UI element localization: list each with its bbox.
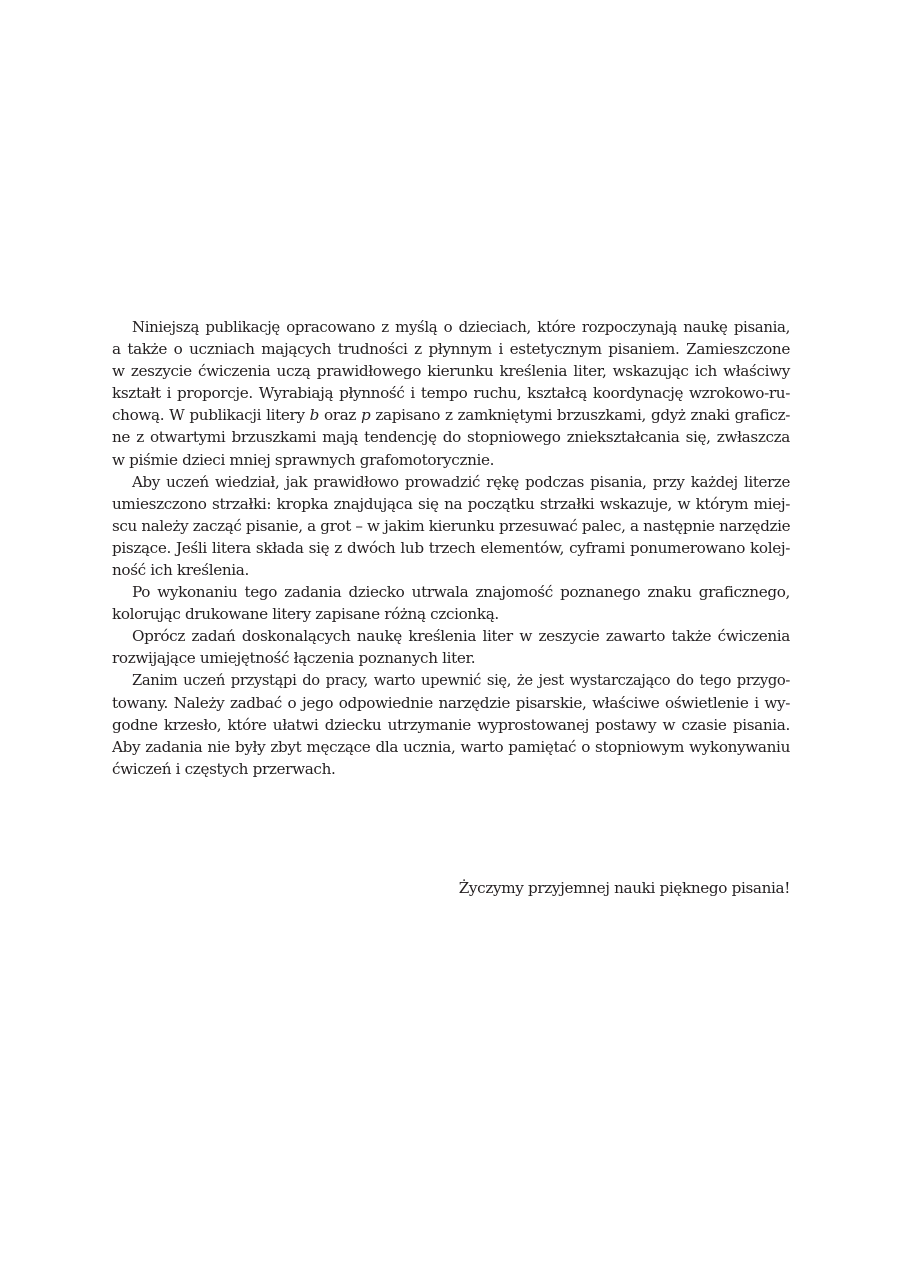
text-line: scu należy zacząć pisanie, a grot – w jakim kierunku przesuwać palec, a następnie narzędzie: [112, 516, 791, 535]
paragraph-arrows: [112, 471, 790, 581]
text-line: a także o uczniach mających trudności z płynnym i estetycznym pisaniem. Zamieszczone: [112, 340, 790, 359]
text-line: kształt i proporcje. Wyrabiają płynność i tempo ruchu, kształcą koordynację wzrokowo-ru-: [112, 384, 790, 403]
text-line: towany. Należy zadbać o jego odpowiednie narzędzie pisarskie, właściwe oświetlenie i wy-: [112, 693, 790, 712]
text-line: Aby zadania nie były zbyt męczące dla ucznia, warto pamiętać o stopniowym wykonywaniu: [112, 737, 790, 756]
paragraph-coloring: [112, 581, 790, 625]
text-line: w zeszycie ćwiczenia uczą prawidłowego kierunku kreślenia liter, wskazując ich właściwy: [112, 362, 790, 381]
text-line: Zanim uczeń przystąpi do pracy, warto upewnić się, że jest wystarczająco do tego przygo-: [132, 671, 790, 689]
closing-wish: Życzymy przyjemnej nauki pięknego pisania!: [458, 879, 790, 897]
italic-letter-b: b: [309, 406, 320, 425]
body-text: [112, 316, 790, 780]
paragraph-exercises: [112, 625, 790, 669]
text-segment: chową. W publikacji litery: [112, 406, 310, 425]
text-line: kolorując drukowane litery zapisane różną czcionką.: [112, 605, 499, 624]
text-line: Aby uczeń wiedział, jak prawidłowo prowadzić rękę podczas pisania, przy każdej literze: [132, 472, 790, 491]
text-segment: oraz: [319, 406, 362, 425]
text-line: Oprócz zadań doskonalących naukę kreślenia liter w zeszycie zawarto także ćwiczenia: [132, 627, 790, 646]
paragraph-intro: [112, 316, 790, 471]
text-line: [112, 404, 790, 426]
text-line: ność ich kreślenia.: [112, 561, 249, 580]
text-line: ne z otwartymi brzuszkami mają tendencję do stopniowego zniekształcania się, zwłaszcza: [112, 428, 790, 447]
text-line: godne krzesło, które ułatwi dziecku utrzymanie wyprostowanej postawy w czasie pisania.: [112, 715, 790, 734]
text-line: w piśmie dzieci mniej sprawnych grafomotorycznie.: [112, 450, 495, 469]
text-line: Niniejszą publikację opracowano z myślą o dzieciach, które rozpoczynają naukę pisania,: [132, 318, 790, 336]
text-line: rozwijające umiejętność łączenia poznanych liter.: [112, 649, 476, 668]
text-line: piszące. Jeśli litera składa się z dwóch lub trzech elementów, cyframi ponumerowano kolej-: [112, 538, 790, 557]
text-segment: zapisano z zamkniętymi brzuszkami, gdyż znaki graficz-: [370, 406, 791, 425]
text-line: ćwiczeń i częstych przerwach.: [112, 759, 336, 778]
text-line: umieszczono strzałki: kropka znajdująca się na początku strzałki wskazuje, w którym miej-: [112, 494, 790, 513]
text-line: Po wykonaniu tego zadania dziecko utrwala znajomość poznanego znaku graficznego,: [132, 583, 790, 602]
paragraph-preparation: [112, 670, 790, 780]
italic-letter-p: p: [361, 406, 371, 425]
